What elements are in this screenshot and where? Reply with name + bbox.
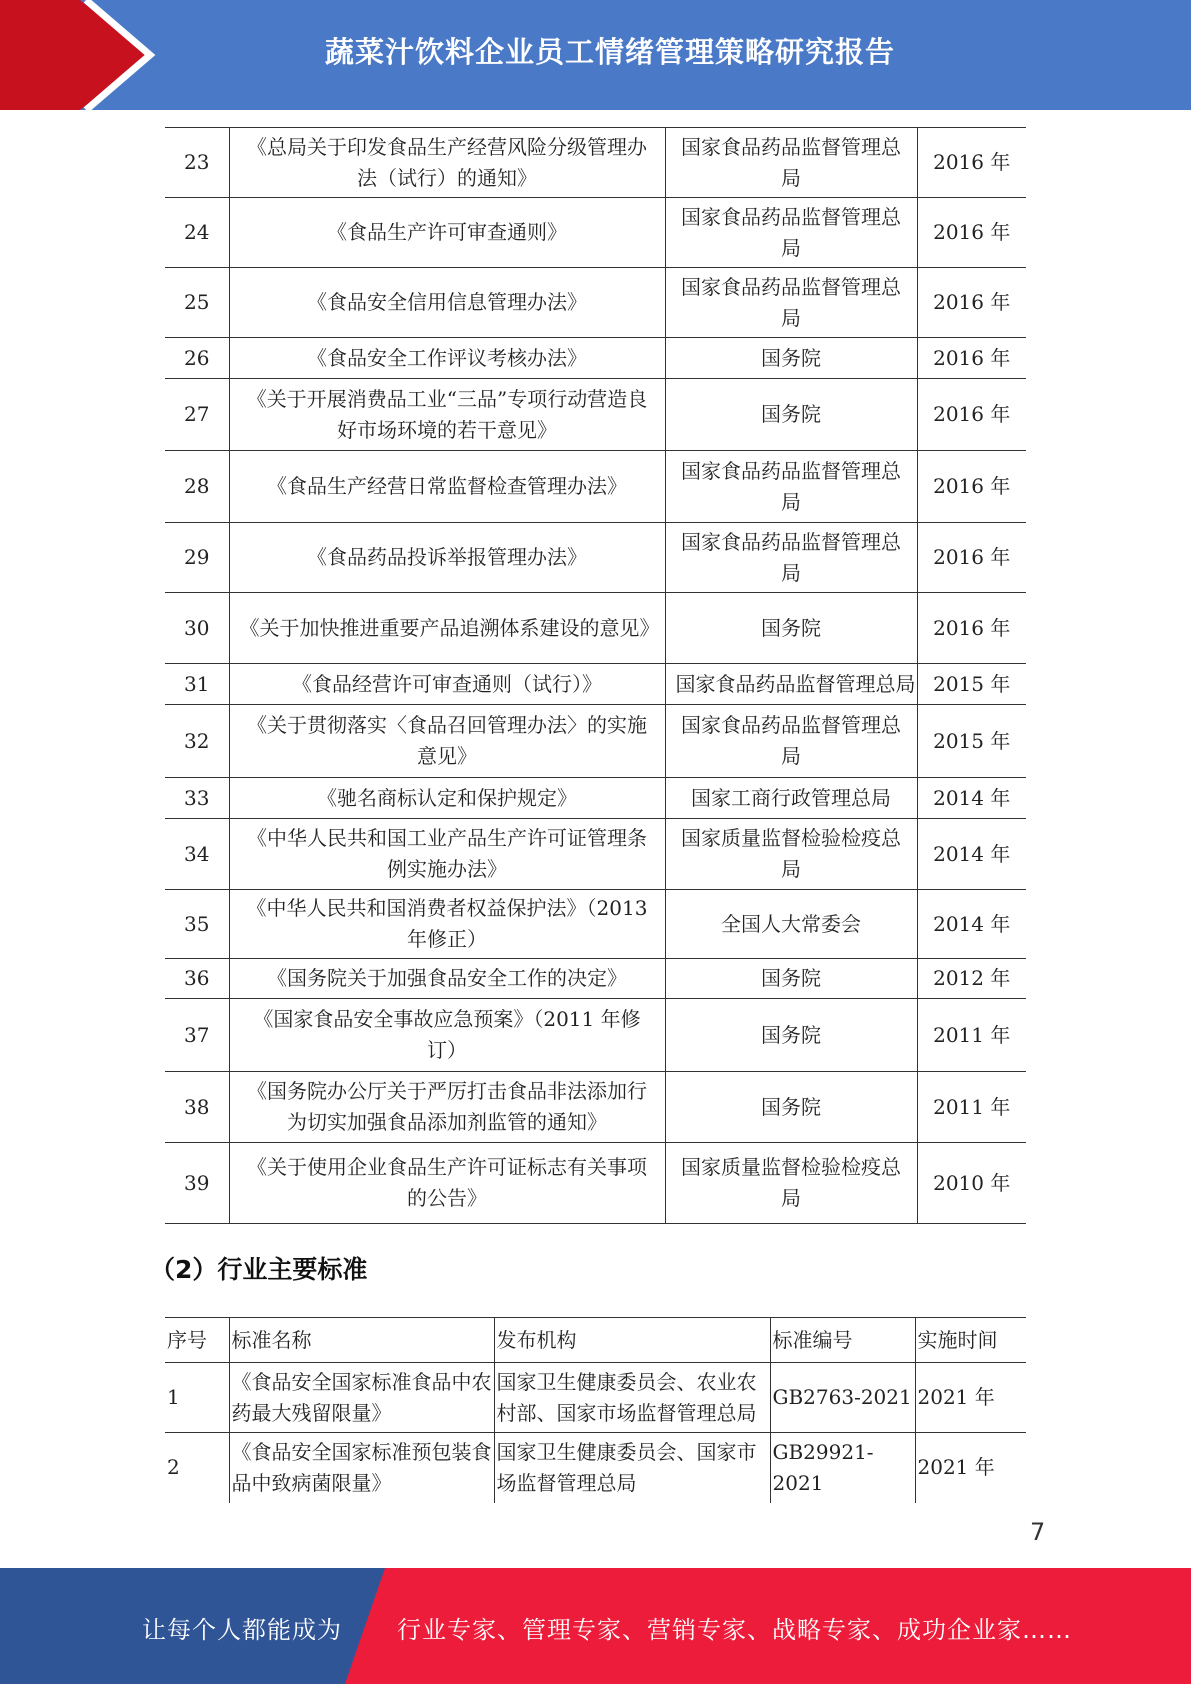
issue-year: 2014 年 xyxy=(917,890,1026,959)
row-number: 29 xyxy=(165,523,229,593)
row-number: 26 xyxy=(165,338,229,379)
page-header xyxy=(0,0,1191,110)
regulation-name: 《食品安全工作评议考核办法》 xyxy=(229,338,665,379)
issue-year: 2016 年 xyxy=(917,523,1026,593)
table-row xyxy=(165,1363,1026,1433)
footer-slogan-left: 让每个人都能成为 xyxy=(142,1616,342,1644)
standard-name: 《食品安全国家标准食品中农药最大残留限量》 xyxy=(229,1363,494,1433)
row-number: 31 xyxy=(165,664,229,705)
issuing-authority: 国家卫生健康委员会、农业农村部、国家市场监督管理总局 xyxy=(494,1363,770,1433)
table-row xyxy=(165,959,1026,999)
issuing-authority: 国家卫生健康委员会、国家市场监督管理总局 xyxy=(494,1433,770,1503)
regulation-name: 《食品生产许可审查通则》 xyxy=(229,198,665,268)
regulation-name: 《食品生产经营日常监督检查管理办法》 xyxy=(229,451,665,523)
row-number: 38 xyxy=(165,1072,229,1143)
issue-year: 2016 年 xyxy=(917,128,1026,198)
table-row xyxy=(165,268,1026,338)
table-row xyxy=(165,128,1026,198)
issuing-authority: 国家食品药品监督管理总局 xyxy=(665,705,917,778)
standards-table xyxy=(165,1317,1026,1503)
row-number: 32 xyxy=(165,705,229,778)
table-row xyxy=(165,819,1026,890)
regulation-name: 《驰名商标认定和保护规定》 xyxy=(229,778,665,819)
issuing-authority: 国务院 xyxy=(665,999,917,1072)
column-header-code: 标准编号 xyxy=(770,1318,915,1363)
issuing-authority: 国务院 xyxy=(665,959,917,999)
row-number: 30 xyxy=(165,593,229,664)
row-number: 28 xyxy=(165,451,229,523)
regulation-name: 《关于加快推进重要产品追溯体系建设的意见》 xyxy=(229,593,665,664)
row-number: 23 xyxy=(165,128,229,198)
issuing-authority: 国家食品药品监督管理总局 xyxy=(665,128,917,198)
row-number: 34 xyxy=(165,819,229,890)
issue-year: 2015 年 xyxy=(917,664,1026,705)
regulation-name: 《国务院办公厅关于严厉打击食品非法添加行为切实加强食品添加剂监管的通知》 xyxy=(229,1072,665,1143)
table-header-row xyxy=(165,1318,1026,1363)
regulation-name: 《关于贯彻落实〈食品召回管理办法〉的实施意见》 xyxy=(229,705,665,778)
table-row xyxy=(165,338,1026,379)
standard-code: GB29921-2021 xyxy=(770,1433,915,1503)
row-number: 35 xyxy=(165,890,229,959)
table-row xyxy=(165,1143,1026,1224)
regulation-name: 《中华人民共和国消费者权益保护法》（2013 年修正） xyxy=(229,890,665,959)
table-row xyxy=(165,379,1026,451)
issue-year: 2016 年 xyxy=(917,268,1026,338)
issue-year: 2016 年 xyxy=(917,379,1026,451)
issue-year: 2016 年 xyxy=(917,338,1026,379)
table-row xyxy=(165,999,1026,1072)
regulation-name: 《关于使用企业食品生产许可证标志有关事项的公告》 xyxy=(229,1143,665,1224)
issuing-authority: 国务院 xyxy=(665,338,917,379)
issue-year: 2016 年 xyxy=(917,593,1026,664)
regulation-name: 《中华人民共和国工业产品生产许可证管理条例实施办法》 xyxy=(229,819,665,890)
row-number: 25 xyxy=(165,268,229,338)
implementation-date: 2021 年 xyxy=(915,1433,1026,1503)
column-header-date: 实施时间 xyxy=(915,1318,1026,1363)
table-row xyxy=(165,1433,1026,1503)
table-row xyxy=(165,664,1026,705)
issuing-authority: 国务院 xyxy=(665,379,917,451)
table-row xyxy=(165,705,1026,778)
regulation-name: 《国务院关于加强食品安全工作的决定》 xyxy=(229,959,665,999)
column-header-name: 标准名称 xyxy=(229,1318,494,1363)
regulation-name: 《食品经营许可审查通则（试行）》 xyxy=(229,664,665,705)
table-row xyxy=(165,451,1026,523)
standard-name: 《食品安全国家标准预包装食品中致病菌限量》 xyxy=(229,1433,494,1503)
issuing-authority: 国家食品药品监督管理总局 xyxy=(665,198,917,268)
issue-year: 2012 年 xyxy=(917,959,1026,999)
footer-slogan-right: 行业专家、管理专家、营销专家、战略专家、成功企业家…… xyxy=(397,1616,1072,1644)
issue-year: 2014 年 xyxy=(917,819,1026,890)
report-title: 蔬菜汁饮料企业员工情绪管理策略研究报告 xyxy=(324,35,895,69)
issuing-authority: 全国人大常委会 xyxy=(665,890,917,959)
issue-year: 2011 年 xyxy=(917,999,1026,1072)
regulation-name: 《国家食品安全事故应急预案》（2011 年修订） xyxy=(229,999,665,1072)
issuing-authority: 国家食品药品监督管理总局 xyxy=(665,523,917,593)
page-number: 7 xyxy=(1030,1518,1046,1546)
row-number: 1 xyxy=(165,1363,229,1433)
row-number: 36 xyxy=(165,959,229,999)
regulation-name: 《关于开展消费品工业“三品”专项行动营造良好市场环境的若干意见》 xyxy=(229,379,665,451)
regulation-name: 《食品药品投诉举报管理办法》 xyxy=(229,523,665,593)
table-row xyxy=(165,523,1026,593)
issuing-authority: 国务院 xyxy=(665,1072,917,1143)
regulation-name: 《总局关于印发食品生产经营风险分级管理办法（试行）的通知》 xyxy=(229,128,665,198)
issue-year: 2016 年 xyxy=(917,198,1026,268)
issuing-authority: 国家质量监督检验检疫总局 xyxy=(665,1143,917,1224)
standard-code: GB2763-2021 xyxy=(770,1363,915,1433)
issuing-authority: 国家质量监督检验检疫总局 xyxy=(665,819,917,890)
column-header-org: 发布机构 xyxy=(494,1318,770,1363)
section-heading: （2）行业主要标准 xyxy=(150,1255,368,1284)
issue-year: 2010 年 xyxy=(917,1143,1026,1224)
issue-year: 2015 年 xyxy=(917,705,1026,778)
table-row xyxy=(165,198,1026,268)
implementation-date: 2021 年 xyxy=(915,1363,1026,1433)
issuing-authority: 国家工商行政管理总局 xyxy=(665,778,917,819)
issuing-authority: 国家食品药品监督管理总局 xyxy=(665,664,917,705)
row-number: 39 xyxy=(165,1143,229,1224)
row-number: 37 xyxy=(165,999,229,1072)
table-row xyxy=(165,593,1026,664)
row-number: 2 xyxy=(167,1455,180,1480)
issuing-authority: 国务院 xyxy=(665,593,917,664)
table-row xyxy=(165,778,1026,819)
issue-year: 2011 年 xyxy=(917,1072,1026,1143)
issuing-authority: 国家食品药品监督管理总局 xyxy=(665,268,917,338)
row-number: 24 xyxy=(165,198,229,268)
regulations-table xyxy=(165,127,1026,1224)
page-footer xyxy=(0,1568,1191,1684)
issue-year: 2016 年 xyxy=(917,451,1026,523)
issue-year: 2014 年 xyxy=(917,778,1026,819)
table-row xyxy=(165,890,1026,959)
row-number: 33 xyxy=(165,778,229,819)
row-number: 27 xyxy=(165,379,229,451)
table-row xyxy=(165,1072,1026,1143)
column-header-no: 序号 xyxy=(165,1318,229,1363)
regulation-name: 《食品安全信用信息管理办法》 xyxy=(229,268,665,338)
issuing-authority: 国家食品药品监督管理总局 xyxy=(665,451,917,523)
